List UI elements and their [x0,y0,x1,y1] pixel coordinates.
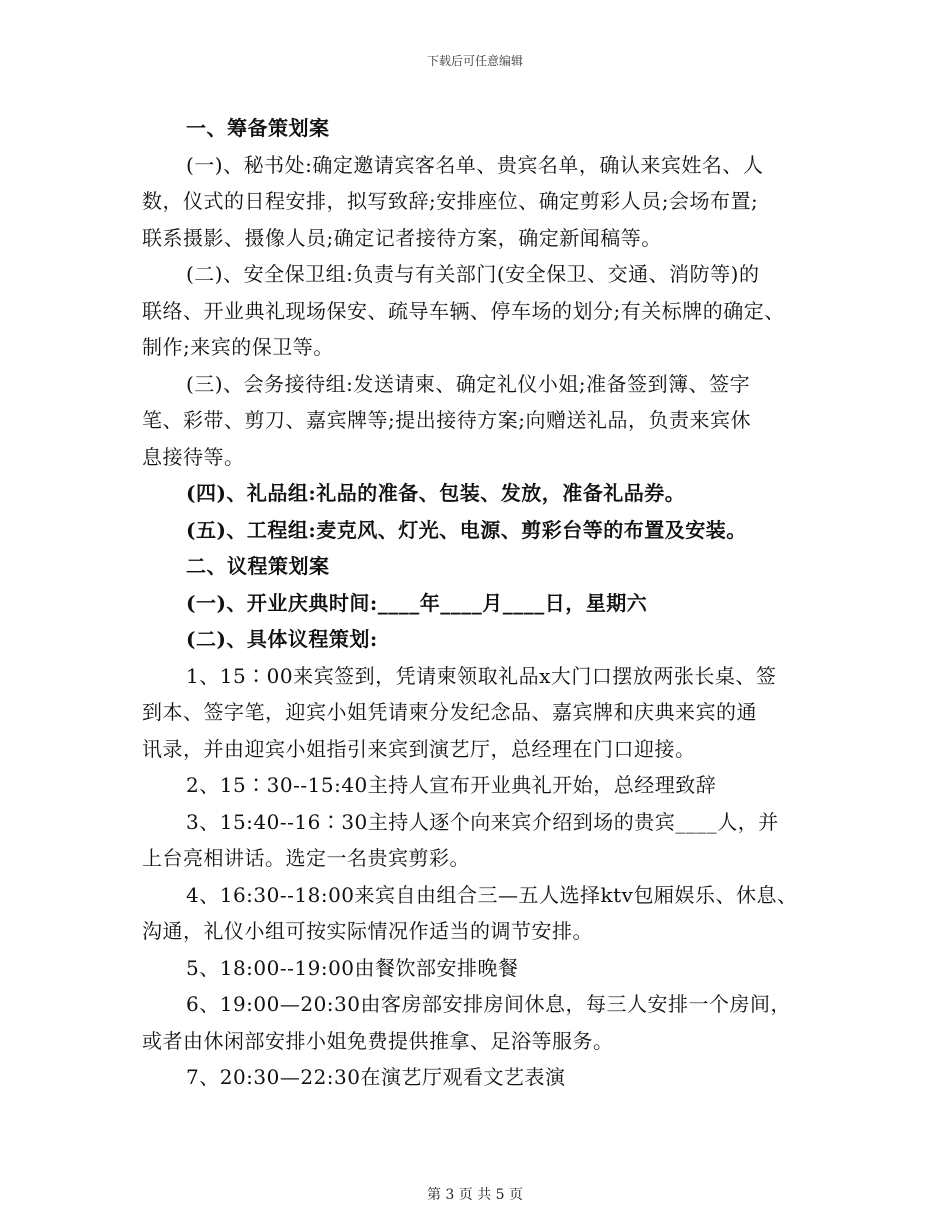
paragraph-line: 7、20:30—22:30在演艺厅观看文艺表演 [186,1065,566,1089]
paragraph-line: 讯录，并由迎宾小姐指引来宾到演艺厅，总经理在门口迎接。 [142,736,696,761]
paragraph-line: 数，仪式的日程安排，拟写致辞;安排座位、确定剪彩人员;会场布置; [142,189,759,213]
page-footer: 第 3 页 共 5 页 [426,1187,524,1203]
paragraph-line: 联系摄影、摄像人员;确定记者接待方案，确定新闻稿等。 [142,225,662,250]
paragraph-line: 2、15∶30--15:40主持人宣布开业典礼开始，总经理致辞 [186,773,717,797]
document-body [142,110,822,1096]
section-heading: 一、筹备策划案 [186,116,330,140]
paragraph-line: (二)、具体议程策划: [186,627,378,651]
paragraph-line: 制作;来宾的保卫等。 [142,335,334,359]
paragraph-line: 1、15∶00来宾签到，凭请柬领取礼品x大门口摆放两张长桌、签 [186,663,777,688]
paragraph-line: 上台亮相讲话。选定一名贵宾剪彩。 [142,846,470,870]
paragraph-line: 到本、签字笔，迎宾小姐凭请柬分发纪念品、嘉宾牌和庆典来宾的通 [142,700,757,724]
paragraph-line: 息接待等。 [142,444,245,469]
paragraph-line: (一)、秘书处:确定邀请宾客名单、贵宾名单，确认来宾姓名、人 [186,152,764,177]
paragraph-line: 沟通，礼仪小组可按实际情况作适当的调节安排。 [142,919,593,943]
paragraph-line: 笔、彩带、剪刀、嘉宾牌等;提出接待方案;向赠送礼品，负责来宾休 [142,408,751,432]
paragraph-line: 6、19:00—20:30由客房部安排房间休息，每三人安排一个房间， [186,992,791,1016]
paragraph-line: 5、18:00--19:00由餐饮部安排晚餐 [186,955,519,980]
paragraph-line: 4、16:30--18:00来宾自由组合三—五人选择ktv包厢娱乐、休息、 [186,882,798,907]
paragraph-line: 或者由休闲部安排小姐免费提供推拿、足浴等服务。 [142,1028,614,1053]
paragraph-line: (一)、开业庆典时间:____年____月____日，星期六 [186,590,648,615]
paragraph-line: (二)、安全保卫组:负责与有关部门(安全保卫、交通、消防等)的 [186,262,760,286]
paragraph-line: 3、15:40--16∶30主持人逐个向来宾介绍到场的贵宾____人，并 [186,809,779,834]
paragraph-line: (五)、工程组:麦克风、灯光、电源、剪彩台等的布置及安装。 [186,517,747,542]
paragraph-line: (四)、礼品组:礼品的准备、包装、发放，准备礼品券。 [186,481,686,505]
paragraph-line: 联络、开业典礼现场保安、疏导车辆、停车场的划分;有关标牌的确定、 [142,298,785,323]
paragraph-line: (三)、会务接待组:发送请柬、确定礼仪小姐;准备签到簿、签字 [186,371,751,396]
page-header: 下载后可任意编辑 [426,54,523,68]
section-heading: 二、议程策划案 [186,554,330,578]
